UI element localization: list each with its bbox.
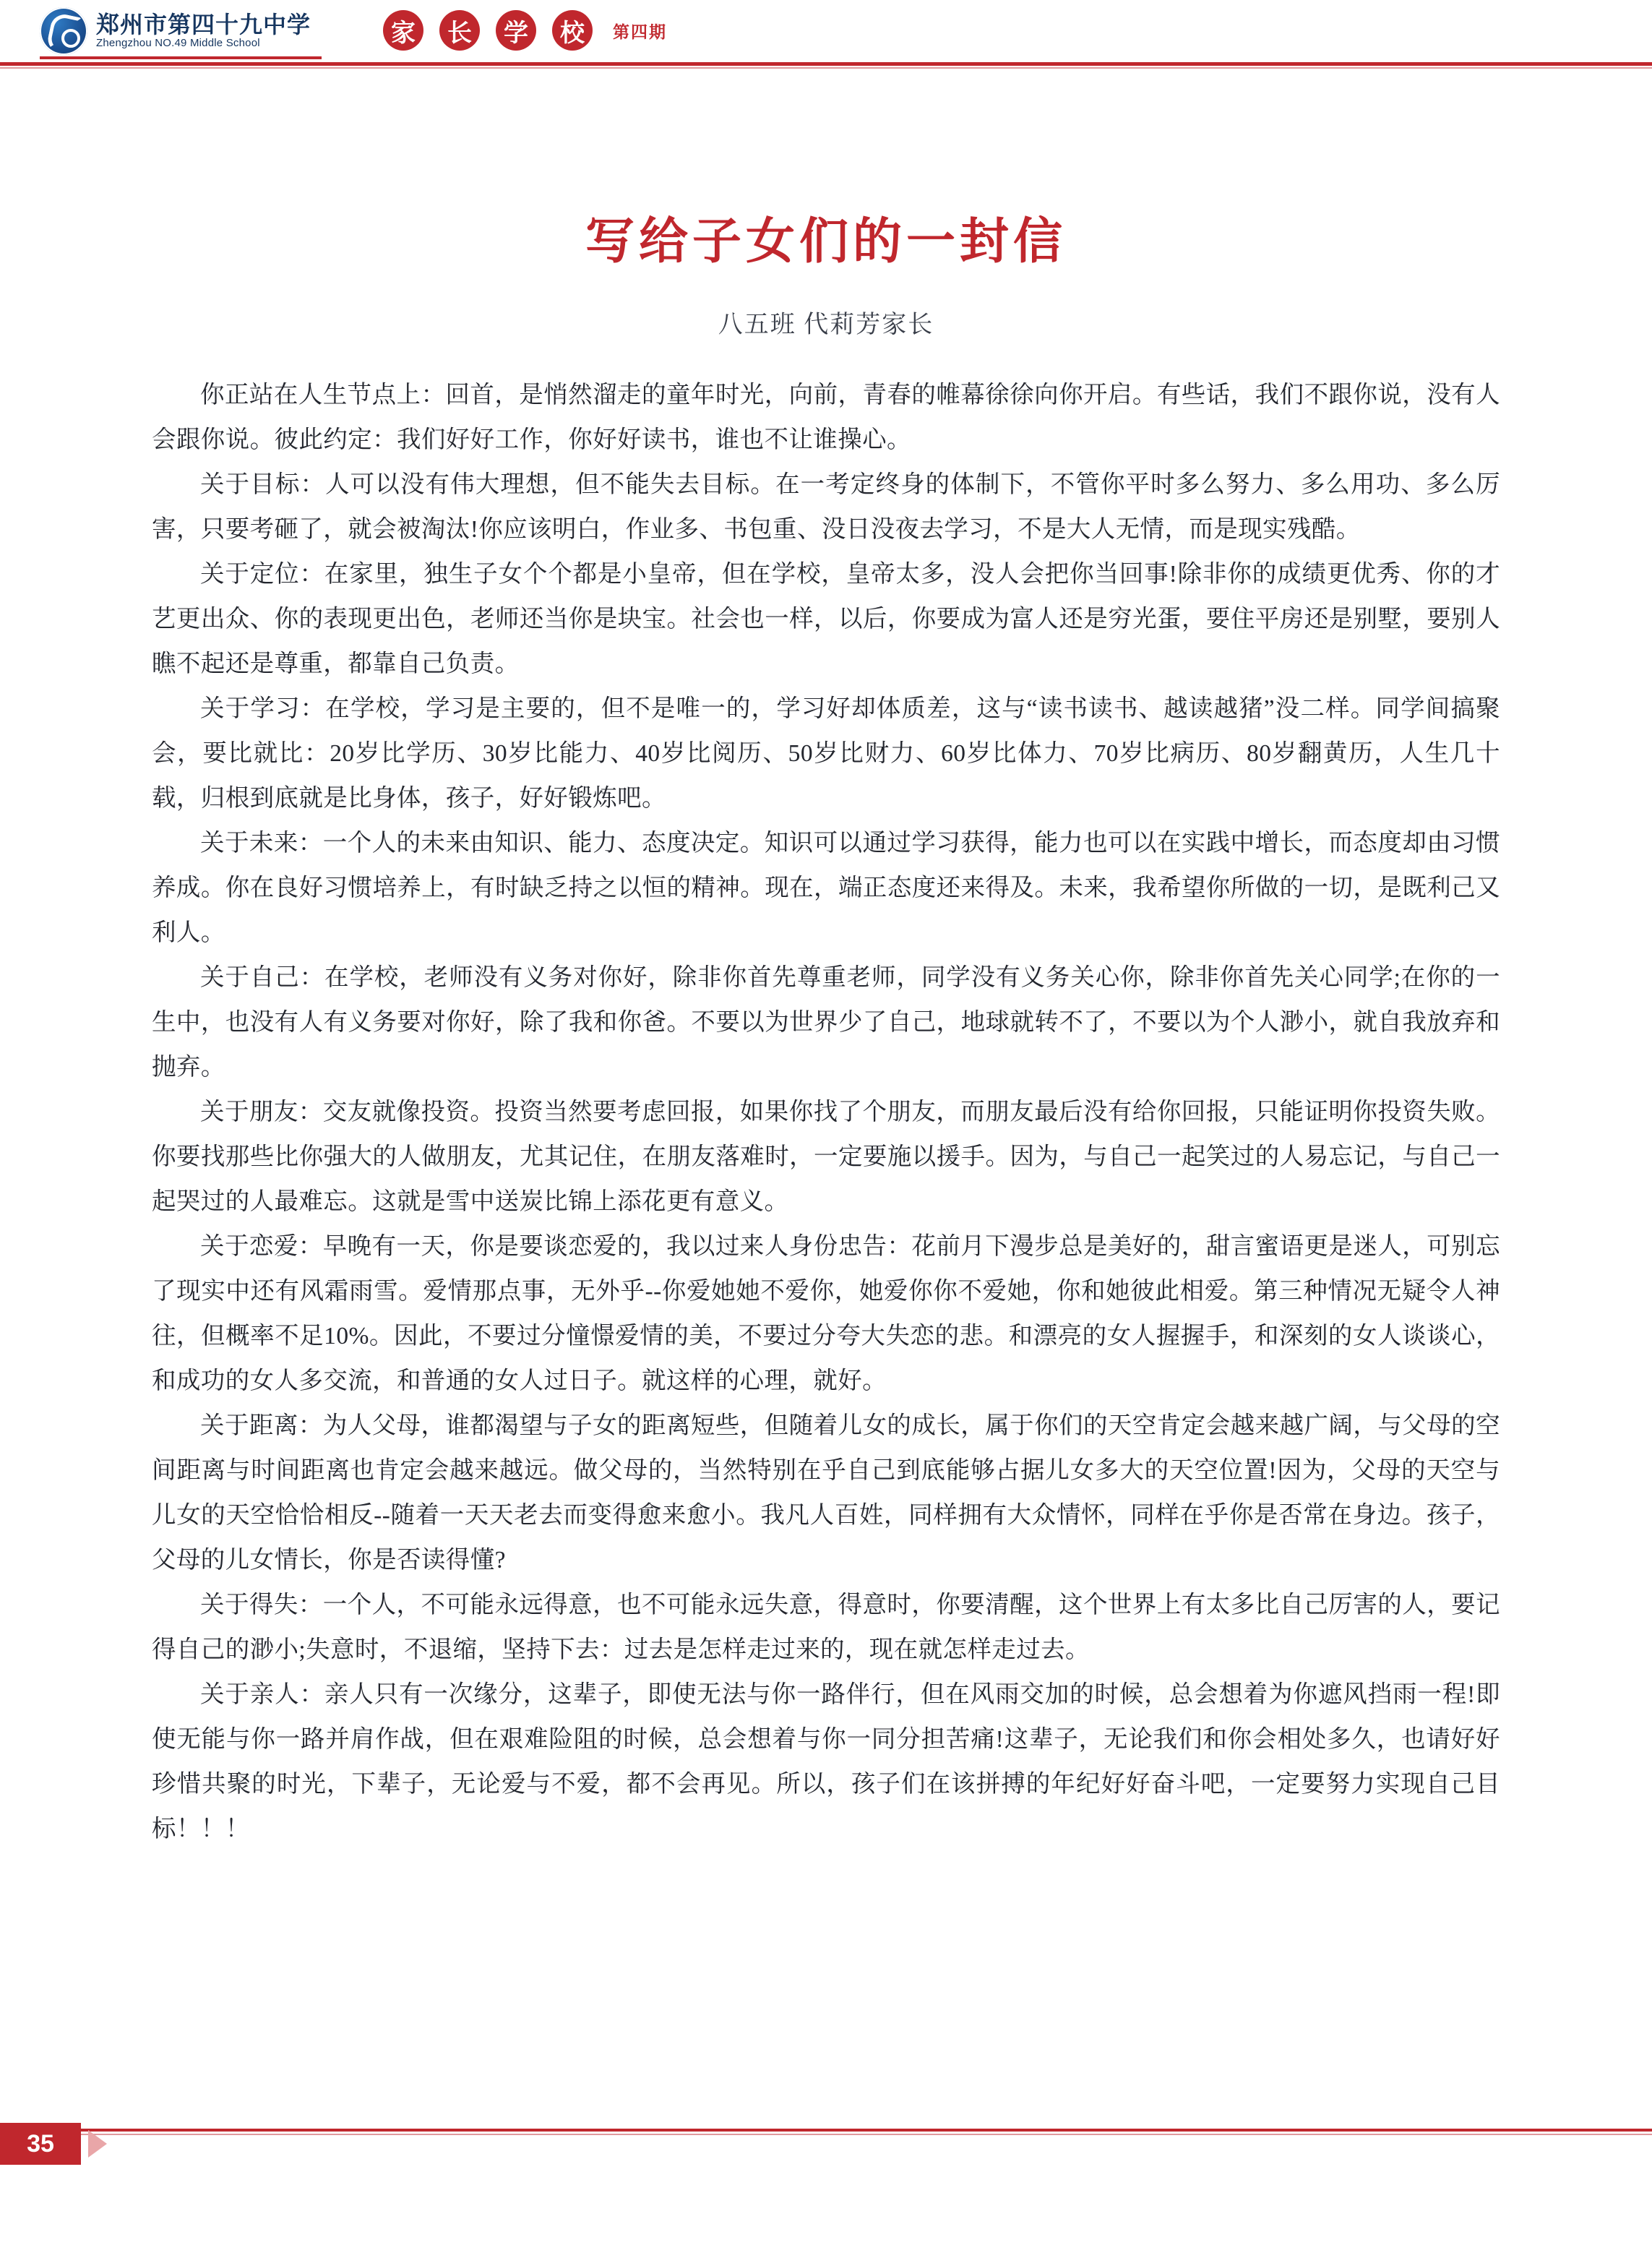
banner-char-2: 长 bbox=[439, 10, 480, 51]
page-title: 写给子女们的一封信 bbox=[585, 214, 1067, 269]
article-paragraph: 关于距离：为人父母，谁都渴望与子女的距离短些，但随着儿女的成长，属于你们的天空肯定会越来越广阔，与父母的空间距离与时间距离也肯定会越来越远。做父母的，当然特别在乎自己到底能够占据儿女多大的天空位置!因为，父母的天空与儿女的天空恰恰相反--随着一天天老去而变得愈来愈小。我凡人百姓，同样拥有大众情怀，同样在乎你是否常在身边。孩子，父母的儿女情长，你是否读得懂? bbox=[152, 1412, 1500, 1574]
banner-char-3: 学 bbox=[496, 10, 536, 51]
logo-underline bbox=[40, 56, 322, 59]
footer-divider bbox=[0, 2129, 1652, 2132]
article-paragraph: 关于定位：在家里，独生子女个个都是小皇帝，但在学校，皇帝太多，没人会把你当回事!除非你的成绩更优秀、你的才艺更出众、你的表现更出色，老师还当你是块宝。社会也一样，以后，你要成为富人还是穷光蛋，要住平房还是别墅，要别人瞧不起还是尊重，都靠自己负责。 bbox=[152, 561, 1500, 677]
article-paragraph: 关于自己：在学校，老师没有义务对你好，除非你首先尊重老师，同学没有义务关心你，除非你首先关心同学;在你的一生中，也没有人有义务要对你好，除了我和你爸。不要以为世界少了自己，地球就转不了，不要以为个人渺小，就自我放弃和抛弃。 bbox=[152, 964, 1500, 1081]
school-name-cn: 郑州市第四十九中学 bbox=[96, 12, 311, 38]
masthead-banner bbox=[383, 7, 667, 53]
school-name-block bbox=[96, 13, 311, 49]
article-byline: 八五班 代莉芳家长 bbox=[718, 312, 934, 338]
article-paragraph: 关于未来：一个人的未来由知识、能力、态度决定。知识可以通过学习获得，能力也可以在实践中增长，而态度却由习惯养成。你在良好习惯培养上，有时缺乏持之以恒的精神。现在，端正态度还来得及。未来，我希望你所做的一切，是既利己又利人。 bbox=[152, 830, 1500, 946]
school-emblem-icon bbox=[40, 7, 87, 55]
article-paragraph: 关于得失：一个人，不可能永远得意，也不可能永远失意，得意时，你要清醒，这个世界上有太多比自己厉害的人，要记得自己的渺小;失意时，不退缩，坚持下去：过去是怎样走过来的，现在就怎样走过去。 bbox=[152, 1592, 1500, 1663]
banner-issue-label: 第四期 bbox=[613, 22, 667, 41]
page-footer bbox=[0, 2101, 1652, 2165]
article-paragraph: 你正站在人生节点上：回首，是悄然溜走的童年时光，向前，青春的帷幕徐徐向你开启。有些话，我们不跟你说，没有人会跟你说。彼此约定：我们好好工作，你好好读书，谁也不让谁操心。 bbox=[152, 382, 1500, 453]
page-header bbox=[0, 0, 1652, 66]
article-paragraph: 关于学习：在学校，学习是主要的，但不是唯一的，学习好却体质差，这与“读书读书、越读越猪”没二样。同学间搞聚会，要比就比：20岁比学历、30岁比能力、40岁比阅历、50岁比财力、60岁比体力、70岁比病历、80岁翻黄历，人生几十载，归根到底就是比身体，孩子，好好锻炼吧。 bbox=[152, 695, 1500, 812]
banner-char-1: 家 bbox=[383, 10, 423, 51]
header-divider bbox=[0, 62, 1652, 66]
article-paragraph: 关于目标：人可以没有伟大理想，但不能失去目标。在一考定终身的体制下，不管你平时多么努力、多么用功、多么厉害，只要考砸了，就会被淘汰!你应该明白，作业多、书包重、没日没夜去学习，不是大人无情，而是现实残酷。 bbox=[152, 471, 1500, 543]
footer-divider-light bbox=[0, 2134, 1652, 2135]
school-logo bbox=[40, 6, 311, 56]
banner-char-4: 校 bbox=[552, 10, 593, 51]
arrow-right-icon bbox=[88, 2130, 107, 2158]
article-paragraph: 关于恋爱：早晚有一天，你是要谈恋爱的，我以过来人身份忠告：花前月下漫步总是美好的，甜言蜜语更是迷人，可别忘了现实中还有风霜雨雪。爱情那点事，无外乎--你爱她她不爱你，她爱你你不爱她，你和她彼此相爱。第三种情况无疑令人神往，但概率不足10%。因此，不要过分憧憬爱情的美，不要过分夸大失恋的悲。和漂亮的女人握握手，和深刻的女人谈谈心，和成功的女人多交流，和普通的女人过日子。就这样的心理，就好。 bbox=[152, 1233, 1500, 1394]
school-name-en: Zhengzhou NO.49 Middle School bbox=[96, 37, 260, 49]
article-body bbox=[152, 373, 1500, 1852]
page-content bbox=[0, 69, 1652, 2165]
article-paragraph: 关于朋友：交友就像投资。投资当然要考虑回报，如果你找了个朋友，而朋友最后没有给你回报，只能证明你投资失败。你要找那些比你强大的人做朋友，尤其记住，在朋友落难时，一定要施以援手。因为，与自己一起笑过的人易忘记，与自己一起哭过的人最难忘。这就是雪中送炭比锦上添花更有意义。 bbox=[152, 1099, 1500, 1215]
page-number: 35 bbox=[0, 2123, 81, 2165]
article-paragraph: 关于亲人：亲人只有一次缘分，这辈子，即使无法与你一路伴行，但在风雨交加的时候，总会想着为你遮风挡雨一程!即使无能与你一路并肩作战，但在艰难险阻的时候，总会想着与你一同分担苦痛!这辈子，无论我们和你会相处多久，也请好好珍惜共聚的时光，下辈子，无论爱与不爱，都不会再见。所以，孩子们在该拼搏的年纪好好奋斗吧，一定要努力实现自己目标！！！ bbox=[152, 1681, 1500, 1842]
